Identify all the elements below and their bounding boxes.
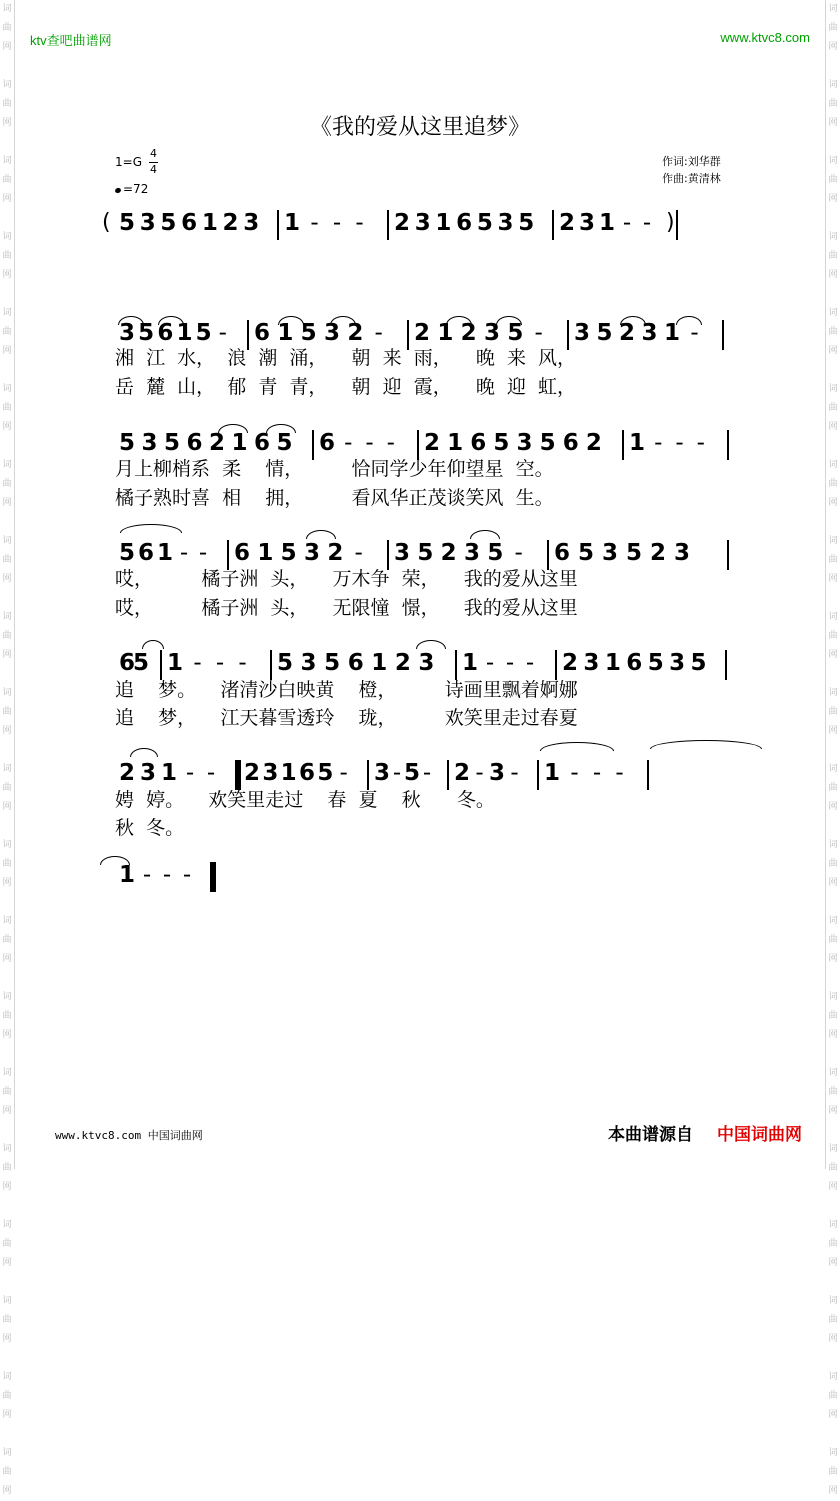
sustain-dash: -	[570, 760, 579, 786]
note-numeral: 3	[601, 540, 618, 566]
footer-site-link[interactable]: www.ktvc8.com 中国词曲网	[55, 1129, 203, 1142]
note-numeral: 2	[440, 540, 457, 566]
sustain-dash: -	[592, 760, 602, 786]
note-numeral: 1	[663, 320, 680, 346]
song-title: 《我的爱从这里追梦》	[309, 115, 530, 140]
note-numeral: 3	[463, 540, 480, 566]
note-numeral: 1	[437, 320, 454, 346]
barline	[676, 210, 678, 240]
barline	[160, 650, 162, 680]
note-numeral: 5	[118, 430, 135, 456]
note-numeral: 2	[618, 320, 635, 346]
note-numeral: 5	[487, 540, 504, 566]
note-numeral: 3	[262, 760, 279, 786]
slur-mark	[540, 742, 614, 751]
key-signature: 1=G	[115, 155, 142, 169]
note-numeral: 6	[118, 650, 135, 676]
time-top: 4	[150, 147, 157, 160]
note-numeral: 3	[418, 650, 435, 676]
note-numeral: 2	[423, 430, 440, 456]
lyric-line-2-verse-2: 橘子熟时喜 相 拥， 看风华正茂谈笑风 生。	[115, 487, 554, 509]
note-numeral: 6	[626, 650, 643, 676]
slur-mark	[266, 424, 296, 433]
slur-mark	[142, 640, 164, 649]
lyric-line-5-verse-1: 娉 婷。 欢笑里走过 春 夏 秋 冬。	[115, 789, 495, 811]
note-numeral: 5	[507, 320, 524, 346]
note-numeral: 5	[138, 320, 155, 346]
sustain-dash: -	[142, 862, 152, 888]
note-numeral: 1	[160, 760, 177, 786]
note-numeral: 2	[327, 540, 344, 566]
sustain-dash: -	[642, 210, 652, 236]
site-name-header[interactable]: ktv查吧曲谱网	[30, 33, 112, 48]
note-numeral: 5	[577, 540, 594, 566]
note-numeral: 2	[243, 760, 260, 786]
note-numeral: 2	[394, 650, 411, 676]
barline	[547, 540, 549, 570]
sustain-dash: -	[696, 430, 705, 456]
left-watermark-strip: 词 曲 网 词 曲 网 词 曲 网 词 曲 网 词 曲 网 词 曲 网 词 曲 网 词 曲 网 词 曲 网 词 曲 网 词 曲 网 词 曲 网 词 曲 网 词 曲 网 词 曲 网 词 曲 网 词 曲 网 词 曲 网 词 曲 网 词 曲 网	[0, 0, 15, 1169]
note-numeral: 1	[604, 650, 621, 676]
note-numeral: 1	[435, 210, 452, 236]
note-numeral: 3	[483, 320, 500, 346]
note-numeral: 5	[596, 320, 613, 346]
sustain-dash: -	[690, 320, 699, 346]
slur-mark	[306, 530, 336, 539]
score-row	[0, 538, 840, 568]
sustain-dash: -	[354, 540, 363, 566]
note-numeral: 3	[497, 210, 514, 236]
score-row	[0, 428, 840, 458]
note-numeral: 1	[118, 862, 135, 888]
slur-mark	[120, 524, 182, 533]
sustain-dash: -	[215, 650, 225, 676]
note-numeral: 1	[166, 650, 183, 676]
barline	[270, 650, 272, 680]
composer-credit: 作曲:黄清林	[662, 172, 721, 185]
note-numeral: 2	[222, 210, 239, 236]
barline	[367, 760, 369, 790]
barline	[227, 540, 229, 570]
sustain-dash: -	[198, 540, 208, 566]
tempo-mark: =72	[115, 182, 148, 196]
note-numeral: 5	[539, 430, 556, 456]
note-numeral: 1	[257, 540, 274, 566]
note-numeral: 2	[118, 760, 135, 786]
sustain-dash: -	[185, 760, 195, 786]
sustain-dash: -	[615, 760, 624, 786]
sustain-dash: -	[339, 760, 348, 786]
note-numeral: 2	[208, 430, 225, 456]
note-numeral: 3	[139, 210, 156, 236]
note-numeral: 1	[201, 210, 218, 236]
sustain-dash: -	[238, 650, 247, 676]
sustain-dash: -	[193, 650, 202, 676]
note-numeral: 3	[393, 540, 410, 566]
note-numeral: 1	[543, 760, 560, 786]
sustain-dash: -	[654, 430, 663, 456]
note-numeral: 3	[488, 760, 505, 786]
note-numeral: 6	[298, 760, 315, 786]
slur-mark	[650, 740, 762, 749]
note-numeral: 6	[553, 540, 570, 566]
sustain-dash: -	[422, 760, 432, 786]
note-numeral: 3	[118, 320, 135, 346]
note-numeral: 2	[413, 320, 430, 346]
note-numeral: 1	[628, 430, 645, 456]
sustain-dash: -	[525, 650, 535, 676]
lyricist-credit: 作词:刘华群	[662, 155, 721, 168]
note-numeral: 6	[186, 430, 203, 456]
note-numeral: 5	[403, 760, 420, 786]
lyric-line-1-verse-2: 岳 麓 山， 郁 青 青， 朝 迎 霞， 晚 迎 虹，	[115, 376, 577, 398]
note-numeral: 5	[625, 540, 642, 566]
note-numeral: 5	[118, 540, 135, 566]
barline	[647, 760, 649, 790]
note-numeral: 1	[461, 650, 478, 676]
note-numeral: 1	[176, 320, 193, 346]
note-numeral: 5	[118, 210, 135, 236]
barline	[622, 430, 624, 460]
note-numeral: 2	[558, 210, 575, 236]
barline	[387, 540, 389, 570]
lyric-line-2-verse-1: 月上柳梢系 柔 情， 恰同学少年仰望星 空。	[115, 458, 554, 480]
sustain-dash: -	[485, 650, 495, 676]
sustain-dash: -	[374, 320, 383, 346]
note-numeral: 2	[649, 540, 666, 566]
sustain-dash: -	[622, 210, 632, 236]
note-numeral: 3	[516, 430, 533, 456]
barline	[722, 320, 724, 350]
note-numeral: 6	[347, 650, 364, 676]
note-numeral: 6	[181, 210, 198, 236]
note-numeral: 3	[583, 650, 600, 676]
lyric-line-4-verse-1: 追 梦。 渚清沙白映黄 橙， 诗画里飘着婀娜	[115, 679, 578, 701]
note-numeral: 5	[690, 650, 707, 676]
barline	[725, 650, 727, 680]
note-numeral: 2	[453, 760, 470, 786]
slur-mark	[416, 640, 446, 649]
sustain-dash: -	[505, 650, 515, 676]
note-numeral: 2	[393, 210, 410, 236]
lyric-line-3-verse-2: 哎， 橘子洲 头， 无限憧 憬， 我的爱从这里	[115, 597, 578, 619]
note-numeral: 3	[641, 320, 658, 346]
sustain-dash: -	[355, 210, 364, 236]
note-numeral: 3	[323, 320, 340, 346]
note-numeral: 3	[139, 760, 156, 786]
barline	[417, 430, 419, 460]
note-numeral: 3	[300, 650, 317, 676]
note-numeral: 5	[417, 540, 434, 566]
note-numeral: 5	[647, 650, 664, 676]
sustain-dash: -	[179, 540, 189, 566]
sustain-dash: -	[365, 430, 374, 456]
slur-mark	[100, 856, 130, 865]
sustain-dash: -	[344, 430, 353, 456]
note-numeral: 1	[598, 210, 615, 236]
note-numeral: 3	[573, 320, 590, 346]
sustain-dash: -	[218, 320, 227, 346]
barline	[552, 210, 554, 240]
barline	[312, 430, 314, 460]
sustain-dash: -	[392, 760, 402, 786]
lyric-line-5-verse-2: 秋 冬。	[115, 817, 185, 839]
note-numeral: 3	[669, 650, 686, 676]
note-numeral: 1	[283, 210, 300, 236]
note-numeral: 6	[253, 320, 270, 346]
sustain-dash: -	[534, 320, 543, 346]
note-numeral: 5	[195, 320, 212, 346]
lyric-line-1-verse-1: 湘 江 水， 浪 潮 涌， 朝 来 雨， 晚 来 风，	[115, 347, 577, 369]
time-signature	[149, 148, 158, 176]
note-numeral: 2	[347, 320, 364, 346]
sustain-dash: -	[182, 862, 192, 888]
open-paren: (	[102, 210, 111, 235]
note-numeral: 6	[318, 430, 335, 456]
note-numeral: 2	[460, 320, 477, 346]
note-numeral: 2	[561, 650, 578, 676]
note-numeral: 3	[414, 210, 431, 236]
note-numeral: 6	[470, 430, 487, 456]
note-numeral: 5	[317, 760, 334, 786]
note-numeral: 5	[300, 320, 317, 346]
footer-brand-link[interactable]: 中国词曲网	[717, 1125, 802, 1145]
barline	[455, 650, 457, 680]
note-numeral: 6	[253, 430, 270, 456]
close-paren: )	[666, 210, 675, 235]
lyric-line-3-verse-1: 哎， 橘子洲 头， 万木争 荣， 我的爱从这里	[115, 568, 578, 590]
note-numeral: 1	[231, 430, 248, 456]
note-numeral: 3	[141, 430, 158, 456]
score-row	[0, 758, 840, 788]
site-url-header[interactable]: www.ktvc8.com	[720, 30, 810, 45]
sustain-dash: -	[675, 430, 684, 456]
note-numeral: 1	[277, 320, 294, 346]
barline	[387, 210, 389, 240]
note-numeral: 3	[578, 210, 595, 236]
note-numeral: 3	[243, 210, 260, 236]
slur-mark	[130, 748, 158, 757]
note-numeral: 6	[157, 320, 174, 346]
final-barline	[210, 862, 216, 892]
note-numeral: 1	[280, 760, 297, 786]
barline	[727, 540, 729, 570]
sustain-dash: -	[332, 210, 342, 236]
note-numeral: 1	[447, 430, 464, 456]
barline	[727, 430, 729, 460]
slur-mark	[470, 530, 500, 539]
note-numeral: 5	[276, 430, 293, 456]
barline	[537, 760, 539, 790]
sustain-dash: -	[514, 540, 523, 566]
barline	[555, 650, 557, 680]
score-row	[0, 208, 840, 238]
sustain-dash: -	[510, 760, 519, 786]
note-numeral: 5	[493, 430, 510, 456]
note-numeral: 1	[156, 540, 173, 566]
note-numeral: 5	[280, 540, 297, 566]
slur-mark	[218, 424, 248, 433]
sustain-dash: -	[386, 430, 395, 456]
note-numeral: 6	[456, 210, 473, 236]
score-row	[0, 648, 840, 678]
note-numeral: 6	[233, 540, 250, 566]
note-numeral: 3	[673, 540, 690, 566]
time-bottom: 4	[150, 163, 157, 176]
note-numeral: 5	[132, 650, 149, 676]
sustain-dash: -	[206, 760, 216, 786]
note-numeral: 5	[160, 210, 177, 236]
note-numeral: 5	[276, 650, 293, 676]
sustain-dash: -	[475, 760, 484, 786]
note-numeral: 5	[518, 210, 535, 236]
note-numeral: 5	[163, 430, 180, 456]
right-watermark-strip: 词 曲 网 词 曲 网 词 曲 网 词 曲 网 词 曲 网 词 曲 网 词 曲 网 词 曲 网 词 曲 网 词 曲 网 词 曲 网 词 曲 网 词 曲 网 词 曲 网 词 曲 网 词 曲 网 词 曲 网 词 曲 网 词 曲 网 词 曲 网	[825, 0, 840, 1169]
sustain-dash: -	[310, 210, 319, 236]
note-numeral: 2	[585, 430, 602, 456]
footer-source-label: 本曲谱源自	[608, 1125, 693, 1145]
note-numeral: 3	[373, 760, 390, 786]
barline	[277, 210, 279, 240]
sustain-dash: -	[162, 862, 172, 888]
note-numeral: 5	[476, 210, 493, 236]
note-numeral: 6	[562, 430, 579, 456]
note-numeral: 6	[137, 540, 154, 566]
lyric-line-4-verse-2: 追 梦， 江天暮雪透玲 珑， 欢笑里走过春夏	[115, 707, 578, 729]
note-numeral: 5	[324, 650, 341, 676]
quarter-note-icon	[114, 187, 121, 194]
note-numeral: 3	[303, 540, 320, 566]
note-numeral: 1	[371, 650, 388, 676]
repeat-barline	[235, 760, 241, 790]
barline	[447, 760, 449, 790]
